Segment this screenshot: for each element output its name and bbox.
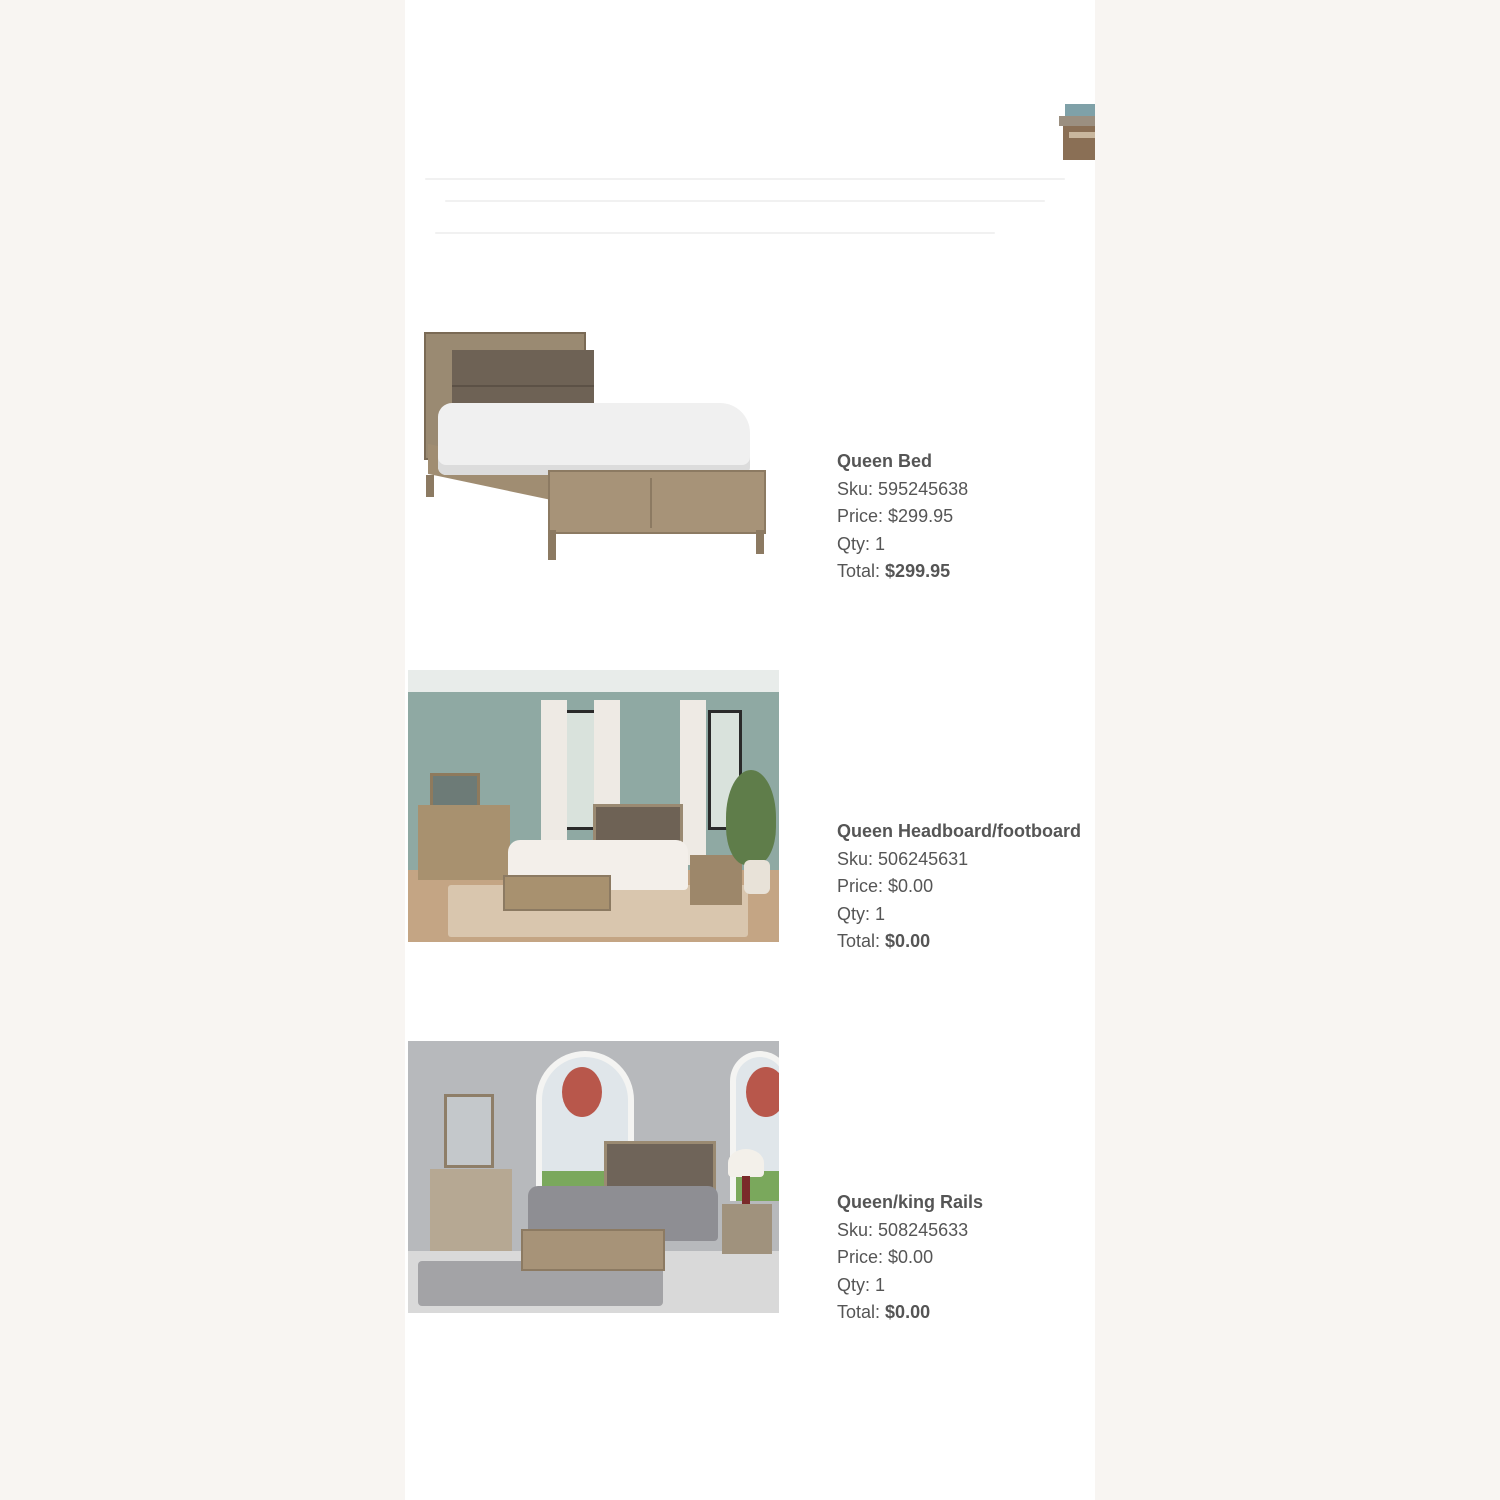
item-price: Price: $0.00 — [837, 1247, 934, 1267]
queen-king-rails-image[interactable] — [408, 1041, 779, 1313]
queen-headboard-footboard-image[interactable] — [408, 670, 779, 942]
item-sku: Sku: 595245638 — [837, 478, 969, 499]
item-name: Queen Bed — [837, 451, 933, 471]
item-sku: Sku: 506245631 — [837, 848, 969, 869]
item-name: Queen Headboard/footboard — [837, 821, 1082, 841]
item-name: Queen/king Rails — [837, 1192, 984, 1212]
order-item — [405, 670, 1095, 950]
item-qty: Qty: 1 — [837, 533, 886, 554]
cropped-thumbnail-image — [1059, 104, 1095, 160]
item-qty: Qty: 1 — [837, 903, 886, 924]
item-total: Total: $299.95 — [837, 561, 951, 581]
faded-header-area — [405, 0, 1095, 300]
item-price: Price: $0.00 — [837, 876, 934, 896]
item-total: Total: $0.00 — [837, 931, 931, 951]
item-price: Price: $299.95 — [837, 506, 954, 526]
item-total: Total: $0.00 — [837, 1302, 931, 1322]
order-item — [405, 325, 1095, 605]
faded-footer-area — [405, 1355, 1095, 1500]
item-details — [837, 818, 1081, 956]
order-items-panel — [405, 0, 1095, 1500]
item-qty: Qty: 1 — [837, 1274, 886, 1295]
queen-bed-image[interactable] — [408, 325, 779, 597]
item-sku: Sku: 508245633 — [837, 1219, 969, 1240]
item-details — [837, 1189, 983, 1327]
item-details — [837, 448, 968, 586]
order-item — [405, 1041, 1095, 1321]
